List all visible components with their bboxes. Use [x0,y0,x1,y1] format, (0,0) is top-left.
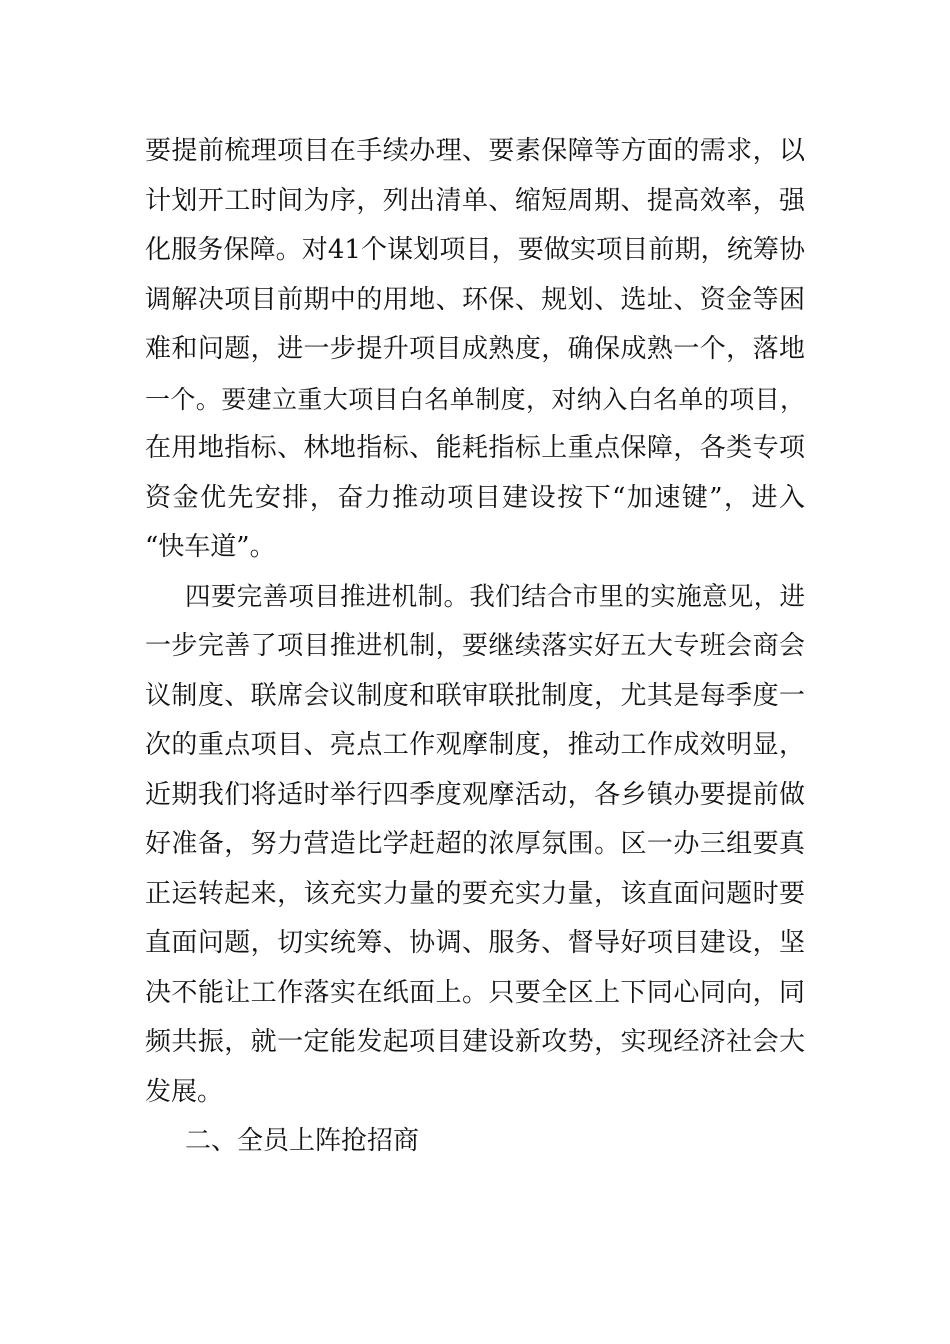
document-body [145,127,805,1167]
text-line: 直面问题，切实统筹、协调、服务、督导好项目建设，坚 [145,928,805,958]
text-line: 频共振，就一定能发起项目建设新攻势，实现经济社会大 [145,1027,805,1057]
text-line: 正运转起来，该充实力量的要充实力量，该直面问题时要 [145,878,805,909]
text-line: 计划开工时间为序，列出清单、缩短周期、提高效率，强 [145,185,805,216]
text-line: 近期我们将适时举行四季度观摩活动，各乡镇办要提前做 [145,779,805,810]
text-line: 议制度、联席会议制度和联审联批制度，尤其是每季度一 [145,680,805,711]
section-heading: 二、全员上阵抢招商 [185,1126,420,1156]
paragraph-end-line: 发展。 [145,1076,224,1107]
text-line: 一步完善了项目推进机制，要继续落实好五大专班会商会 [145,631,805,661]
text-line: 要提前梳理项目在手续办理、要素保障等方面的需求，以 [145,136,805,166]
text-line: 一个。要建立重大项目白名单制度，对纳入白名单的项目， [145,384,805,414]
text-line: 化服务保障。对41个谋划项目，要做实项目前期，统筹协 [145,235,805,265]
paragraph-first-line: 四要完善项目推进机制。我们结合市里的实施意见，进 [185,581,805,612]
text-line: 次的重点项目、亮点工作观摩制度，推动工作成效明显， [145,730,805,760]
text-line: 决不能让工作落实在纸面上。只要全区上下同心同向，同 [145,977,805,1008]
text-line: 调解决项目前期中的用地、环保、规划、选址、资金等困 [145,284,805,315]
text-line: 难和问题，进一步提升项目成熟度，确保成熟一个，落地 [145,334,805,364]
text-line: 在用地指标、林地指标、能耗指标上重点保障，各类专项 [145,433,805,463]
text-line: 资金优先安排，奋力推动项目建设按下“加速键”，进入 [145,482,805,513]
paragraph-end-line: “快车道”。 [145,532,276,562]
text-line: 好准备，努力营造比学赶超的浓厚氛围。区一办三组要真 [145,829,805,859]
